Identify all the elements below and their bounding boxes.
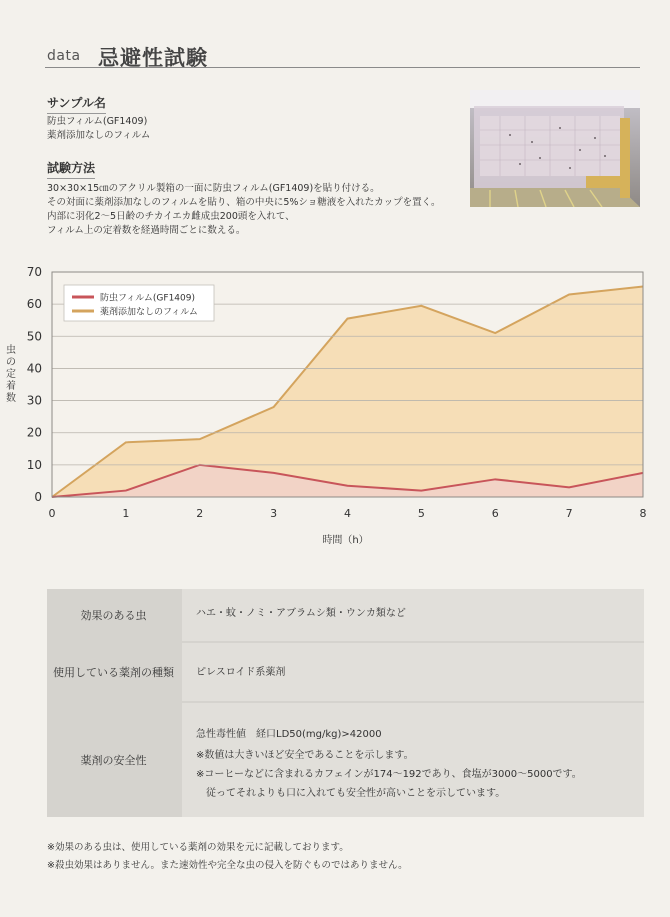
- x-tick-label: 3: [270, 507, 278, 520]
- x-tick-label: 4: [344, 507, 351, 520]
- table-row-value: [182, 589, 644, 641]
- table-value-line: ハエ・蚊・ノミ・アブラムシ類・ウンカ類など: [196, 608, 406, 619]
- header-tag: data: [47, 48, 81, 64]
- test-box-photo: [470, 90, 640, 207]
- y-tick-label: 40: [26, 361, 42, 376]
- legend-label: 防虫フィルム(GF1409): [100, 293, 195, 304]
- table-row-value: [182, 643, 644, 701]
- y-tick-label: 20: [26, 425, 42, 440]
- info-table: [47, 589, 644, 817]
- y-tick-label: 60: [26, 297, 42, 312]
- table-row: [47, 643, 644, 701]
- y-tick-label: 70: [26, 265, 42, 279]
- x-tick-label: 6: [491, 507, 499, 520]
- legend-label: 薬剤添加なしのフィルム: [100, 307, 198, 318]
- method-line: フィルム上の定着数を経過時間ごとに数える。: [47, 225, 246, 236]
- table-row-label: 効果のある虫: [80, 609, 147, 622]
- y-tick-label: 50: [26, 329, 42, 344]
- table-value-line: ※数値は大きいほど安全であることを示します。: [196, 750, 414, 761]
- method-heading: 試験方法: [47, 159, 95, 179]
- table-row: [47, 703, 644, 817]
- sample-line: 薬剤添加なしのフィルム: [47, 130, 151, 141]
- footnote: ※効果のある虫は、使用している薬剤の効果を元に記載しております。: [47, 842, 349, 853]
- table-value-line: ※コーヒーなどに含まれるカフェインが174～192であり、食塩が3000～5000です。: [196, 769, 582, 780]
- table-value-line: 従ってそれよりも口に入れても安全性が高いことを示しています。: [196, 788, 506, 799]
- table-value-line: 急性毒性値 経口LD50(mg/kg)>42000: [196, 729, 382, 740]
- y-axis-label: 虫 の 定 着 数: [6, 345, 16, 404]
- x-tick-label: 0: [48, 507, 56, 520]
- y-tick-label: 0: [34, 490, 42, 504]
- table-row-label: 薬剤の安全性: [80, 754, 147, 767]
- method-line: 内部に羽化2～5日齢のチカイエカ雌成虫200頭を入れて、: [47, 211, 295, 222]
- table-value-line: ピレスロイド系薬剤: [196, 667, 286, 678]
- table-row-value: [182, 703, 644, 817]
- table-row-label: 使用している薬剤の種類: [53, 666, 174, 679]
- x-tick-label: 1: [122, 507, 130, 520]
- footnote: ※殺虫効果はありません。また速効性や完全な虫の侵入を防ぐものではありません。: [47, 860, 408, 871]
- y-tick-label: 30: [26, 393, 42, 408]
- method-line: 30×30×15㎝のアクリル製箱の一面に防虫フィルム(GF1409)を貼り付ける。: [47, 183, 380, 194]
- x-tick-label: 5: [417, 507, 425, 520]
- line-area-chart: [0, 255, 670, 555]
- x-tick-label: 2: [196, 507, 204, 520]
- header-divider: [45, 67, 640, 68]
- sample-line: 防虫フィルム(GF1409): [47, 116, 148, 127]
- table-row: [47, 589, 644, 641]
- page-title: 忌避性試験: [98, 46, 208, 70]
- x-tick-label: 7: [565, 507, 573, 520]
- x-tick-label: 8: [639, 507, 647, 520]
- legend: [64, 285, 214, 321]
- sample-heading: サンプル名: [47, 94, 106, 114]
- y-tick-label: 10: [26, 457, 42, 472]
- method-line: その対面に薬剤添加なしのフィルムを貼り、箱の中央に5%ショ糖液を入れたカップを置く。: [47, 197, 441, 208]
- x-axis-label: 時間（h）: [322, 535, 369, 546]
